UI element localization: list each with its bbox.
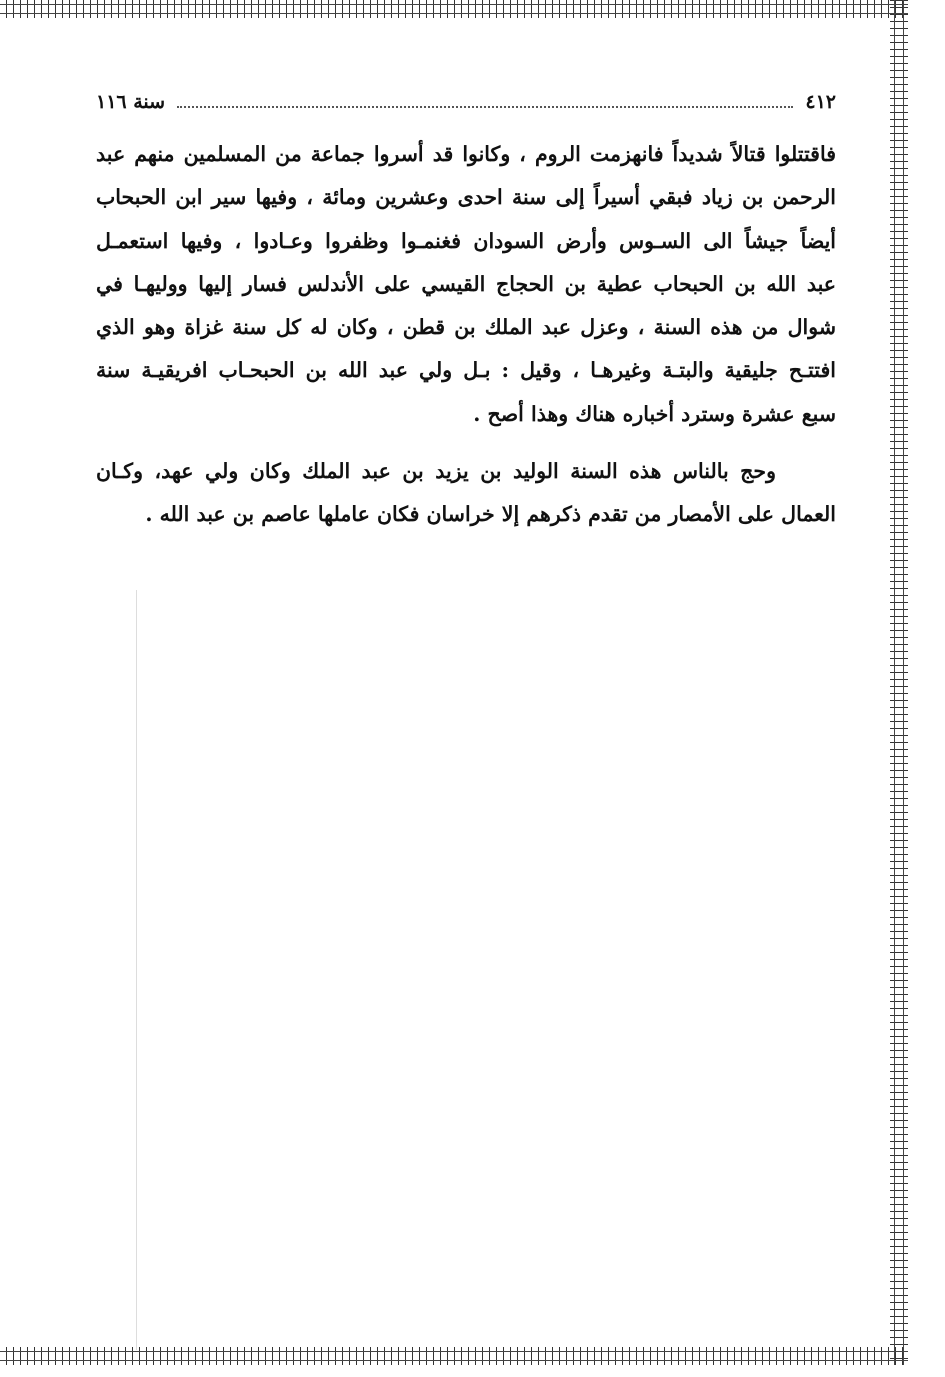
text-line: سبع عشرة وسترد أخباره هناك وهذا أصح . [473, 401, 836, 426]
text-line: افتتـح جليقية والبتـة وغيرهـا ، وقيل : بـل ولي عبد الله بن الحبحـاب افريقيـة سنة [96, 358, 836, 383]
body-text [96, 133, 836, 537]
text-line: الرحمن بن زياد فبقي أسيراً إلى سنة احدى وعشرين ومائة ، وفيها سير ابن الحبحاب [96, 185, 836, 210]
text-line: شوال من هذه السنة ، وعزل عبد الملك بن قطن ، وكان له كل سنة غزاة وهو الذي [96, 315, 836, 340]
text-line: وحج بالناس هذه السنة الوليد بن يزيد بن عبد الملك وكان ولي عهد، وكـان [96, 459, 776, 484]
text-line: أيضاً جيشاً الى السـوس وأرض السودان فغنمـوا وظفروا وعـادوا ، وفيها استعمـل [96, 228, 836, 253]
text-line: فاقتتلوا قتالاً شديداً فانهزمت الروم ، وكانوا قد أسروا جماعة من المسلمين منهم عبد [96, 142, 836, 166]
paragraph [96, 450, 836, 537]
page-header [96, 88, 836, 116]
decorative-border-right [890, 0, 908, 1365]
page-number: ٤١٢ [805, 91, 836, 113]
scan-artifact-line [136, 590, 137, 1350]
header-dotted-leader [177, 96, 793, 108]
paragraph [96, 133, 836, 436]
running-title: سنة ١١٦ [96, 91, 166, 113]
decorative-border-top [0, 0, 908, 18]
text-line: العمال على الأمصار من تقدم ذكرهم إلا خراسان فكان عاملها عاصم بن عبد الله . [145, 502, 836, 527]
text-line: عبد الله بن الحبحاب عطية بن الحجاج القيسي على الأندلس فسار إليها ووليهـا في [96, 271, 836, 296]
